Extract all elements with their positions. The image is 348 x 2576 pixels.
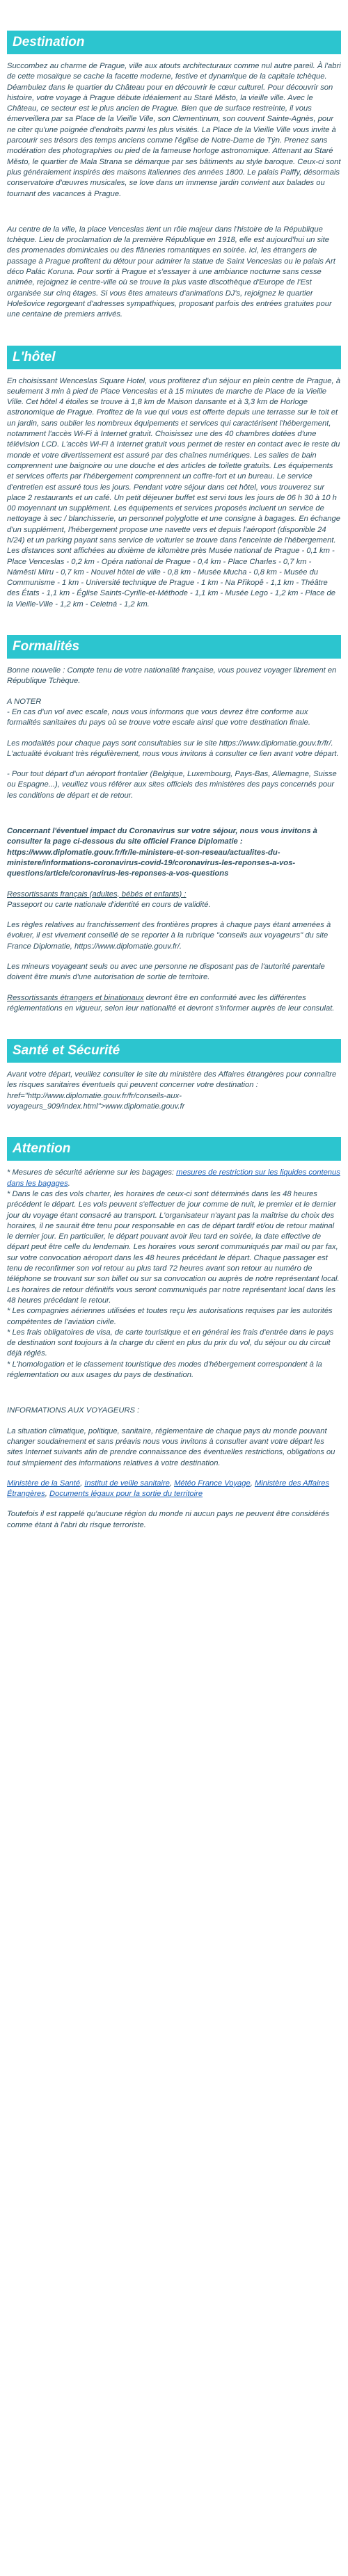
attention-paragraph-1: * Dans le cas des vols charter, les horaires de ceux-ci sont déterminés dans les 48 heures précédent le départ. Les vols peuvent s'effectuer de jour comme de nuit, le premier et le dernier jour du voyage étant consacré au transport. L'organisateur n'ayant pas la maîtrise du choix des horaires, il ne saurait être tenu pour responsable en cas de départ tardif et/ou de retour matinal le dernier jour. En particulier, le départ pouvant avoir lieu tard en soirée, la date effective de départ peut être celle du lendemain. Les horaires vous seront communiqués par mail ou par fax, sur votre convocation aéroport dans les 48 heures précédant le départ. Chaque passager est tenu de reconfirmer son vol retour au plus tard 72 heures avant son retour au numéro de téléphone se trouvant sur son billet ou sur sa convocation ou auprès de notre représentant local. Les horaires de retour définitifs vous seront communiqués par notre représentant local dans les 48 heures précédant le retour. — [7, 1189, 340, 1305]
destination-paragraph-2: Au centre de la ville, la place Venceslas tient un rôle majeur dans l'histoire de la République tchèque. Lieu de proclamation de la première République en 1918, elle est aujourd'hui un site des promenades dominicales ou des flâneries romantiques en soirée. Ici, les étrangers de passage à Prague profitent du détour pour admirer la statue de Saint Venceslas ou le palais Art déco Palác Koruna. Pour sortir à Prague et s'essayer à une ambiance nocturne sans cesse animée, rejoignez le centre-ville où se trouve la plus vaste discothèque d'Europe de l'Est organisée sur cinq étages. Si vous êtes amateurs d'animations DJ's, rejoignez le quartier Holešovice regorgeant d'adresses sympathiques, proposant parfois des entrées gratuites pour une centaine de premiers arrivés. — [7, 225, 335, 319]
destination-heading: Destination — [7, 31, 341, 54]
hotel-paragraph-1: En choisissant Wenceslas Square Hotel, vous profiterez d'un séjour en plein centre de Prague, à seulement 3 min à pied de Place Venceslas et à 15 minutes de marche de Place de la Vieille Ville. Cet hôtel 4 étoiles se trouve à 1,8 km de Maison dansante et à 3,3 km de Horloge astronomique de Prague. Profitez de la vue qui vous est offerte depuis une terrasse sur le toit et un jardin, sans oublier les nombreux équipements et services qui caractérisent l'hébergement, notamment l'accès Wi-Fi à Internet gratuit. Choisissez une des 40 chambres dotées d'une télévision LCD. L'accès Wi-Fi à Internet gratuit vous permet de rester en contact avec le reste du monde et votre divertissement est assuré par des chaînes numériques. Les salles de bain comprennent une baignoire ou une douche et des articles de toilette gratuits. Les équipements et services offerts par l'hébergement comprennent un coffre-fort et un bureau. Le service d'entretien est assuré tous les jours. Pendant votre séjour dans cet hôtel, vous trouverez sur place 2 restaurants et un café. Un petit déjeuner buffet est servi tous les jours de 06 h 30 à 10 h 00 moyennant un supplément. Les équipements et services proposés incluent un service de nettoyage à sec / blanchisserie, un personnel polyglotte et une consigne à bagages. En échange d'un supplément, l'hébergement propose une navette vers et depuis l'aéroport (disponible 24 h/24) et un parking payant sans service de voiturier se trouve dans l'enceinte de l'hébergement. Les distances sont affichées au dixième de kilomètre près Musée national de Prague - 0,1 km - Place Venceslas - 0,2 km - Opéra national de Prague - 0,4 km - Place Charles - 0,7 km - Námĕstí Míru - 0,7 km - Nouvel hôtel de ville - 0,8 km - Musée Mucha - 0,8 km - Musée du Communisme - 1 km - Université technique de Prague - 1 km - Na Přikopě - 1,1 km - Théâtre des États - 1,1 km - Église Saints-Cyrille-et-Méthode - 1,1 km - Musée Lego - 1,2 km - Place de la Vieille-Ville - 1,2 km - Celetná - 1,2 km. — [7, 376, 340, 609]
formalites-foreign-nationals-text: devront être en conformité avec les différentes réglementations en vigueur, selon leur nationalité et devront s'informer auprès de leur consulat. — [7, 993, 335, 1013]
formalites-foreign-nationals-label: Ressortissants étrangers et binationaux — [7, 993, 144, 1002]
attention-paragraph-4: * L'homologation et le classement touristique des modes d'hébergement correspondent à la réglementation ou aux usages du pays de destination. — [7, 1360, 322, 1380]
formalites-heading: Formalités — [7, 635, 341, 659]
formalites-paragraph-4: - Pour tout départ d'un aéroport frontalier (Belgique, Luxembourg, Pays-Bas, Allemagne, Suisse ou Espagne...), veuillez vous référer aux sites officiels des ministères des pays concernés pour les conditions de départ et de retour. — [7, 770, 337, 800]
destination-text — [7, 61, 341, 321]
formalites-paragraph-8: Les mineurs voyageant seuls ou avec une personne ne disposant pas de l'autorité parentale doivent être munis d'une autorisation de sortie de territoire. — [7, 963, 325, 982]
attention-baggage-suffix: . — [68, 1179, 70, 1188]
formalites-note-label: A NOTER — [7, 697, 42, 706]
attention-paragraph-6: La situation climatique, politique, sanitaire, réglementaire de chaque pays du monde pouvant changer soudainement et sans préavis nous vous invitons à consulter avant votre départ les sites Internet suivants afin de prendre connaissance des éventuelles restrictions, obligations ou tout simplement des informations relatives à votre destination. — [7, 1426, 335, 1467]
destination-paragraph-1: Succombez au charme de Prague, ville aux atouts architecturaux comme nul autre pareil. À l'abri de cette mosaïque se cache la facette moderne, festive et dynamique de la capitale tchèque. Déambulez dans le quartier du Château pour en découvrir le cœur culturel. Pour découvrir son histoire, votre voyage à Prague débute idéalement au Staré Město, la vieille ville. Avec le Château, ce secteur est le plus ancien de Prague. Bien que de surface restreinte, il vous émerveillera par sa Place de la Vieille Ville, son Clementinum, son couvent Sainte-Agnès, pour ne citer qu'une poignée d'endroits parmi les plus visités. La Place de la Vieille Ville vous invite à parcourir ses trésors des temps anciens comme l'église de Notre-Dame de Týn. Prenez sans modération des photographies ou pied de la fameuse horloge astronomique. Attenant au Staré Město, le quartier de Mala Strana se démarque par ses bâtiments au style baroque. Ceux-ci sont plus généralement inspirés des maisons italiennes des années 1800. Le palais Palffy, désormais conservatoire d'œuvres musicales, se love dans un immense jardin convient aux balades ou tournant des vacances à Prague. — [7, 62, 341, 198]
sante-heading: Santé et Sécurité — [7, 1039, 341, 1063]
formalites-paragraph-3: Les modalités pour chaque pays sont consultables sur le site https://www.diplomatie.gouv.fr/fr/. L'actualité évoluant très régulièrement, nous vous invitons à consulter ce lien avant votre départ. — [7, 739, 339, 758]
sante-text — [7, 1070, 341, 1112]
formalites-text — [7, 666, 341, 1014]
veille-sanitaire-link[interactable]: Institut de veille sanitaire — [84, 1479, 170, 1488]
attention-paragraph-3: * Les frais obligatoires de visa, de carte touristique et en général les frais d'entrée dans le pays de destination sont toujours à la charge du client en plus du prix du vol, du séjour ou du circuit déjà réglés. — [7, 1328, 334, 1358]
ministere-sante-link[interactable]: Ministère de la Santé — [7, 1479, 81, 1488]
attention-heading: Attention — [7, 1137, 341, 1161]
affaires-etrangeres-link[interactable]: Ministère des Affaires Étrangères — [7, 1479, 330, 1499]
formalites-french-nationals-label: Ressortissants français (adultes, bébés et enfants) : — [7, 889, 187, 899]
sante-paragraph-1: Avant votre départ, veuillez consulter le site du ministère des Affaires étrangères pour connaître les risques sanitaires éventuels qui peuvent concerner votre destination : href="http://www.diplomatie.gouv.fr/fr/conseils-aux-voyageurs_909/index.html">www.diplomatie.gouv.fr — [7, 1070, 337, 1111]
formalites-paragraph-7: Les règles relatives au franchissement des frontières propres à chaque pays étant amenées à évoluer, il est vivement conseillé de se reporter à la rubrique "conseils aux voyageurs" du site France Diplomatie, https://www.diplomatie.gouv.fr/. — [7, 921, 331, 951]
liquids-restriction-link[interactable]: mesures de restriction sur les liquides contenus dans les bagages — [7, 1168, 340, 1188]
attention-travellers-info-label: INFORMATIONS AUX VOYAGEURS : — [7, 1406, 140, 1415]
attention-text: * Mesures de sécurité aérienne sur les bagages: mesures de restriction sur les liquides contenus dans les bagages. * Dans le cas des vols charter, les horaires de ceux-ci sont déterminés dans les 48 heures précédent le départ. Les vols peuvent s'effectuer de jour comme de nuit, le premier et le dernier jour du voyage étant consacré au transport. L'organisateur n'ayant pas la maîtrise du choix des horaires, il ne saurait être tenu pour responsable en cas de départ tardif et/ou de retour matinal le dernier jour. En particulier, le départ pouvant avoir lieu tard en soirée, la date effective de départ peut être celle du lendemain. Les horaires vous seront communiqués par mail ou par fax, sur votre convocation aéroport dans les 48 heures précédant le départ. Chaque passager est tenu de reconfirmer son vol retour au plus tard 72 heures avant son retour au numéro de téléphone se trouvant sur son billet ou sur sa convocation ou auprès de notre représentant local. Les horaires de retour définitifs vous seront communiqués par notre représentant local dans les 48 heures précédant le retour. * Les compagnies aériennes utilisées et toutes reçu les autorisations requises par les autorités compétentes de l'aviation civile. * Les frais obligatoires de visa, de carte touristique et en général les frais d'entrée dans le pays de destination sont toujours à la charge du client en plus du prix du vol, du séjour ou du circuit déjà réglés. * L'homologation et le classement touristique des modes d'hébergement correspondent à la réglementation ou aux usages du pays de destination. INFORMATIONS AUX VOYAGEURS : La situation climatique, politique, sanitaire, réglementaire de chaque pays du monde pouvant changer soudainement et sans préavis nous vous invitons à consulter avant votre départ les sites Internet suivants afin de prendre connaissance des éventuelles restrictions, obligations ou tout simplement des informations relatives à votre destination. Ministère de la Santé, Institut de veille sanitaire, Météo France Voyage, Ministère des Affaires Étrangères, Documents légaux pour la sortie du territoire Toutefois il est rappelé qu'aucune région du monde ni aucun pays ne peuvent être considérés comme étant à l'abri du risque terroriste. — [7, 1168, 341, 1531]
formalites-covid-notice: Concernant l'éventuel impact du Coronavirus sur votre séjour, nous vous invitons à consulter la page ci-dessous du site officiel France Diplomatie : https://www.diplomatie.gouv.fr/fr/le-ministere-et-son-reseau/actualites-du-ministere/informations-coronavirus-covid-19/coronavirus-les-reponses-a-vos-questions/article/coronavirus-les-reponses-a-vos-questions — [7, 827, 317, 878]
attention-baggage-prefix: * Mesures de sécurité aérienne sur les bagages: — [7, 1168, 177, 1177]
page — [0, 31, 348, 1531]
formalites-id-requirement: Passeport ou carte nationale d'identité en cours de validité. — [7, 900, 211, 909]
hotel-text — [7, 376, 341, 611]
formalites-intro: Bonne nouvelle : Compte tenu de votre nationalité française, vous pouvez voyager librement en République Tchèque. — [7, 666, 337, 686]
formalites-paragraph-2: - En cas d'un vol avec escale, nous vous informons que vous devrez être conforme aux formalités sanitaires du pays où se trouve votre escale ainsi que votre destination finale. — [7, 707, 310, 727]
meteo-france-link[interactable]: Météo France Voyage — [174, 1479, 251, 1488]
documents-legaux-link[interactable]: Documents légaux pour la sortie du territoire — [49, 1490, 203, 1499]
attention-paragraph-7: Toutefois il est rappelé qu'aucune région du monde ni aucun pays ne peuvent être considérés comme étant à l'abri du risque terroriste. — [7, 1510, 330, 1529]
hotel-heading: L'hôtel — [7, 346, 341, 369]
attention-paragraph-2: * Les compagnies aériennes utilisées et toutes reçu les autorisations requises par les autorités compétentes de l'aviation civile. — [7, 1307, 333, 1326]
